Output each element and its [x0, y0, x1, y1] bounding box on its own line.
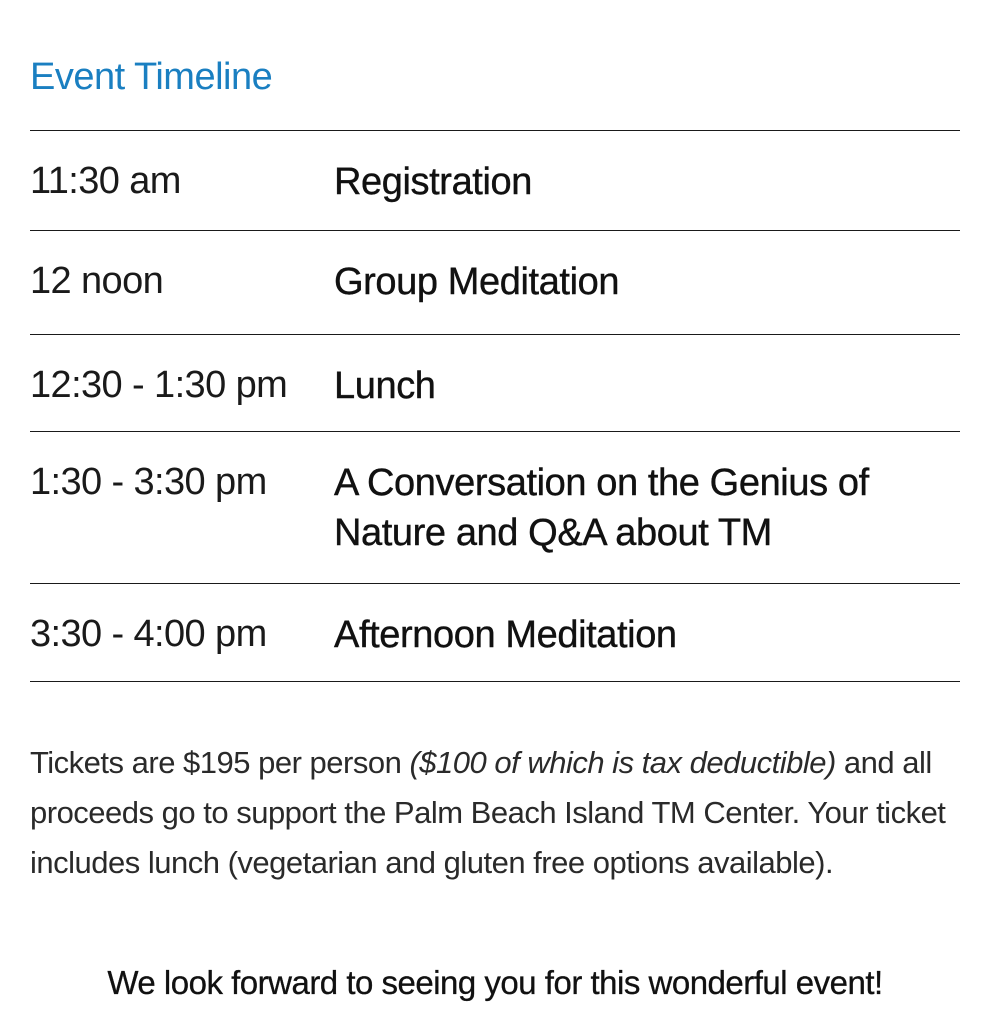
timeline-time: 1:30 - 3:30 pm [30, 461, 267, 503]
timeline-row [30, 432, 960, 584]
ticket-details-text: and all proceeds go to support the Palm Beach Island TM Center. Your ticket includes lunch (vegetarian and gluten free options available). [30, 745, 946, 880]
tax-deductible-note: ($100 of which is tax deductible) [409, 745, 836, 780]
page-title: Event Timeline [30, 56, 273, 98]
timeline-time: 12 noon [30, 260, 164, 302]
timeline-activity: Afternoon Meditation [334, 614, 677, 656]
timeline-time: 11:30 am [30, 160, 181, 202]
timeline-activity: A Conversation on the Genius of Nature and Q&A about TM [334, 462, 869, 554]
timeline-time: 3:30 - 4:00 pm [30, 613, 267, 655]
timeline-activity: Group Meditation [334, 261, 620, 303]
closing-message: We look forward to seeing you for this wonderful event! [107, 964, 883, 1001]
ticket-price-text: Tickets are $195 per person [30, 745, 410, 780]
event-timeline [30, 130, 960, 682]
timeline-activity: Registration [334, 161, 532, 203]
timeline-activity: Lunch [334, 365, 436, 407]
timeline-row [30, 584, 960, 682]
timeline-row [30, 335, 960, 432]
timeline-time: 12:30 - 1:30 pm [30, 364, 288, 406]
timeline-row [30, 131, 960, 231]
timeline-row [30, 231, 960, 335]
ticket-info [30, 738, 960, 888]
